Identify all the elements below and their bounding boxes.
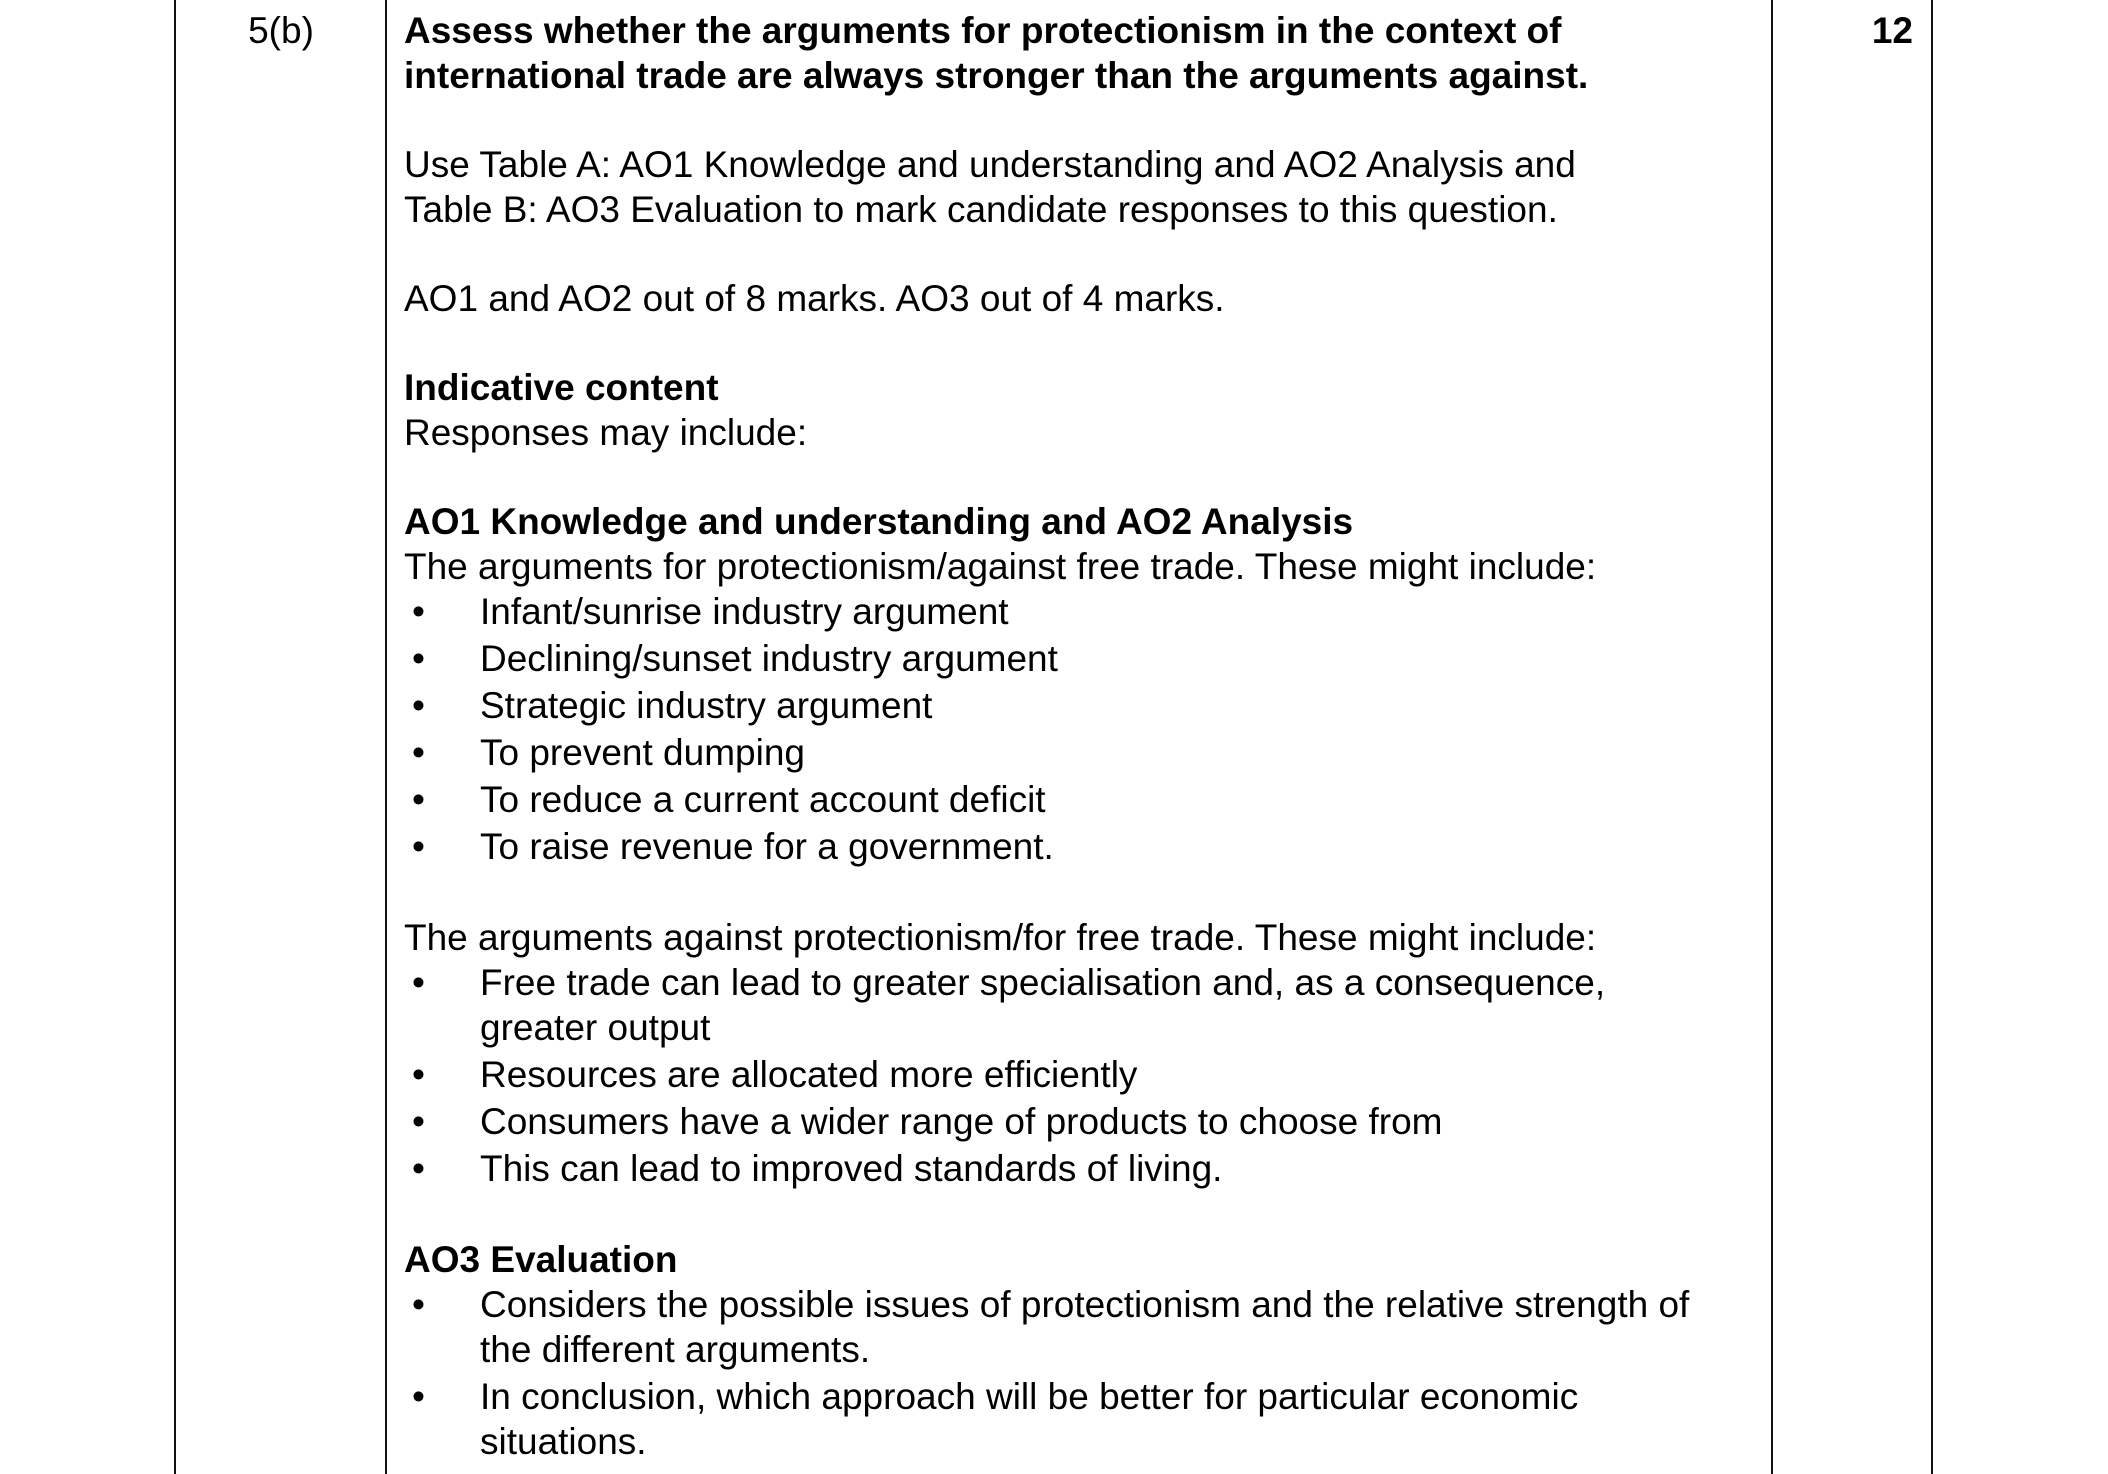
list-item bbox=[404, 777, 1764, 822]
bullet-icon: • bbox=[412, 591, 425, 632]
question-line: Assess whether the arguments for protectionism in the context of bbox=[404, 10, 1562, 51]
bullet-icon: • bbox=[412, 962, 425, 1003]
bullet-icon: • bbox=[412, 638, 425, 679]
indicative-heading: Indicative content bbox=[404, 367, 719, 408]
bullet-icon: • bbox=[412, 1054, 425, 1095]
against-intro: The arguments against protectionism/for free trade. These might include: bbox=[404, 917, 1597, 958]
instruction-line: Table B: AO3 Evaluation to mark candidate responses to this question. bbox=[404, 189, 1558, 230]
list-item bbox=[404, 589, 1764, 634]
bullet-icon: • bbox=[412, 732, 425, 773]
list-item-text: Free trade can lead to greater specialisation and, as a consequence, greater output bbox=[480, 962, 1606, 1048]
list-item bbox=[404, 1052, 1704, 1097]
list-item-text: Resources are allocated more efficiently bbox=[480, 1054, 1138, 1095]
list-item-text: This can lead to improved standards of living. bbox=[480, 1148, 1223, 1189]
list-item-text: Considers the possible issues of protectionism and the relative strength of the different arguments. bbox=[480, 1284, 1690, 1370]
bullet-icon: • bbox=[412, 1101, 425, 1142]
instruction-line: Use Table A: AO1 Knowledge and understanding and AO2 Analysis and bbox=[404, 144, 1576, 185]
instructions bbox=[404, 142, 1764, 232]
list-item-text: Declining/sunset industry argument bbox=[480, 638, 1058, 679]
list-item-text: In conclusion, which approach will be better for particular economic situations. bbox=[480, 1376, 1579, 1462]
list-item bbox=[404, 1374, 1734, 1464]
bullet-icon: • bbox=[412, 826, 425, 867]
for-list bbox=[404, 589, 1764, 869]
list-item-text: Consumers have a wider range of products to choose from bbox=[480, 1101, 1443, 1142]
ao3-list bbox=[404, 1282, 1734, 1464]
bullet-icon: • bbox=[412, 1376, 425, 1417]
list-item bbox=[404, 824, 1764, 869]
bullet-icon: • bbox=[412, 1148, 425, 1189]
question-text bbox=[404, 8, 1764, 98]
list-item bbox=[404, 636, 1764, 681]
list-item bbox=[404, 730, 1764, 775]
table-border-question-col bbox=[385, 0, 387, 1474]
table-border-right bbox=[1931, 0, 1933, 1474]
list-item-text: Infant/sunrise industry argument bbox=[480, 591, 1009, 632]
table-border-left bbox=[174, 0, 176, 1474]
list-item-text: To raise revenue for a government. bbox=[480, 826, 1054, 867]
list-item bbox=[404, 1146, 1704, 1191]
ao3-heading: AO3 Evaluation bbox=[404, 1239, 678, 1280]
for-intro: The arguments for protectionism/against free trade. These might include: bbox=[404, 546, 1597, 587]
list-item bbox=[404, 1282, 1734, 1372]
list-item bbox=[404, 1099, 1704, 1144]
list-item-text: To prevent dumping bbox=[480, 732, 805, 773]
ao1-heading: AO1 Knowledge and understanding and AO2 Analysis bbox=[404, 501, 1354, 542]
against-list bbox=[404, 960, 1704, 1191]
bullet-icon: • bbox=[412, 685, 425, 726]
list-item-text: To reduce a current account deficit bbox=[480, 779, 1046, 820]
bullet-icon: • bbox=[412, 1284, 425, 1325]
responses-intro: Responses may include: bbox=[404, 412, 808, 453]
table-border-marks-col bbox=[1771, 0, 1773, 1474]
list-item-text: Strategic industry argument bbox=[480, 685, 933, 726]
answer-content bbox=[404, 8, 1764, 1466]
question-number: 5(b) bbox=[248, 10, 314, 51]
mark-split: AO1 and AO2 out of 8 marks. AO3 out of 4 marks. bbox=[404, 278, 1225, 319]
list-item bbox=[404, 960, 1704, 1050]
bullet-icon: • bbox=[412, 779, 425, 820]
marks-total: 12 bbox=[1871, 10, 1913, 51]
question-line: international trade are always stronger than the arguments against. bbox=[404, 55, 1589, 96]
list-item bbox=[404, 683, 1764, 728]
